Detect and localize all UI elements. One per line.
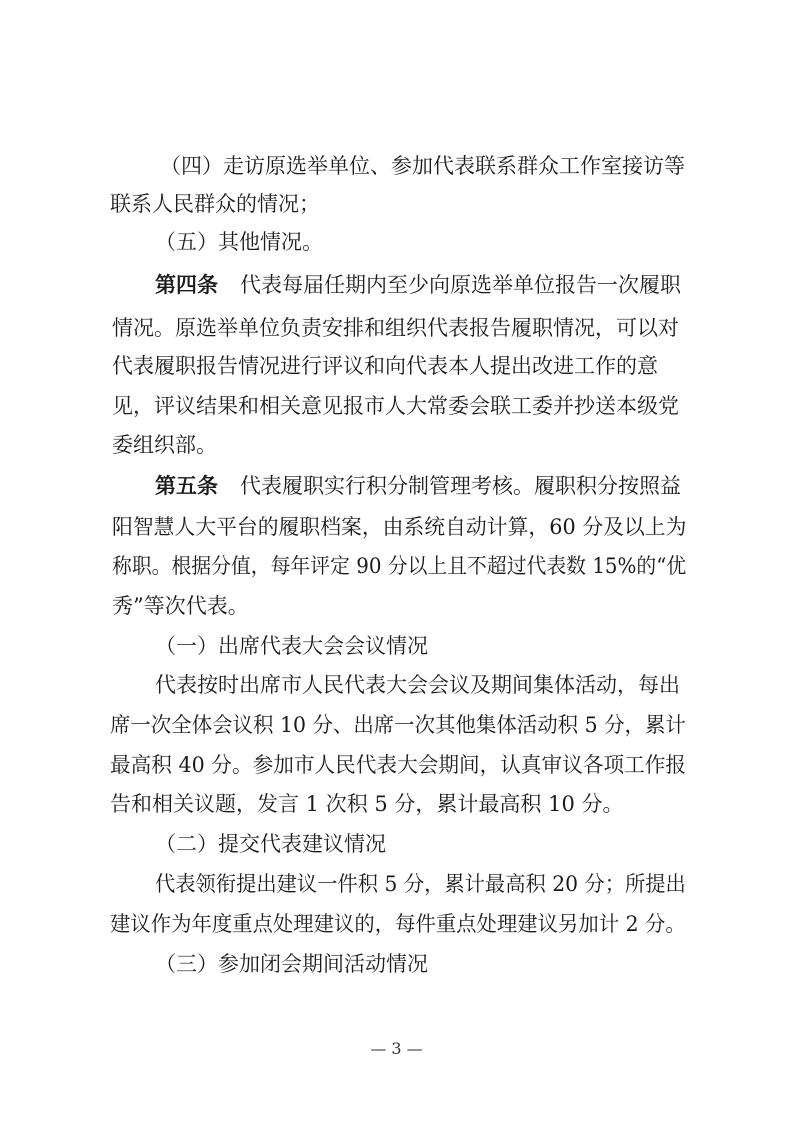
paragraph-text: 代表履职报告情况进行评议和向代表本人提出改进工作的意 (112, 354, 658, 378)
paragraph-text: 情况。原选举单位负责安排和组织代表报告履职情况，可以对 (112, 316, 679, 340)
paragraph-text: 代表履职实行积分制管理考核。履职积分按照益 (240, 474, 681, 498)
paragraph-text: 席一次全体会议积 10 分、出席一次其他集体活动积 5 分，累计 (110, 713, 686, 737)
article-5-heading: 第五条 (155, 474, 218, 498)
paragraph-text: 建议作为年度重点处理建议的，每件重点处理建议另加计 2 分。 (110, 912, 686, 936)
paragraph-text: 委组织部。 (112, 433, 217, 457)
paragraph-text: 见，评议结果和相关意见报市人大常委会联工委并抄送本级党 (112, 394, 679, 418)
paragraph-text: 代表每届任期内至少向原选举单位报告一次履职 (240, 273, 681, 297)
paragraph-text: 称职。根据分值，每年评定 90 分以上且不超过代表数 15%的“优 (112, 554, 687, 578)
paragraph-text: 阳智慧人大平台的履职档案，由系统自动计算，60 分及以上为 (112, 515, 687, 539)
paragraph-text: 代表按时出席市人民代表大会会议及期间集体活动，每出 (155, 673, 680, 697)
paragraph-text: （四）走访原选举单位、参加代表联系群众工作室接访等 (160, 154, 685, 178)
section-heading: （一）出席代表大会会议情况 (155, 634, 428, 658)
section-heading: （三）参加闭会期间活动情况 (155, 952, 428, 976)
section-heading: （二）提交代表建议情况 (155, 832, 386, 856)
paragraph-text: 秀”等次代表。 (112, 594, 249, 618)
article-4-heading: 第四条 (155, 273, 218, 297)
paragraph-text: 最高积 40 分。参加市人民代表大会期间，认真审议各项工作报 (110, 753, 687, 777)
paragraph-text: 代表领衔提出建议一件积 5 分，累计最高积 20 分；所提出 (155, 872, 686, 896)
paragraph-text: 告和相关议题，发言 1 次积 5 分，累计最高积 10 分。 (110, 792, 624, 816)
paragraph-text: 联系人民群众的情况； (110, 192, 320, 216)
page-number: — 3 — (370, 1039, 423, 1058)
paragraph-text: （五）其他情况。 (155, 230, 323, 254)
